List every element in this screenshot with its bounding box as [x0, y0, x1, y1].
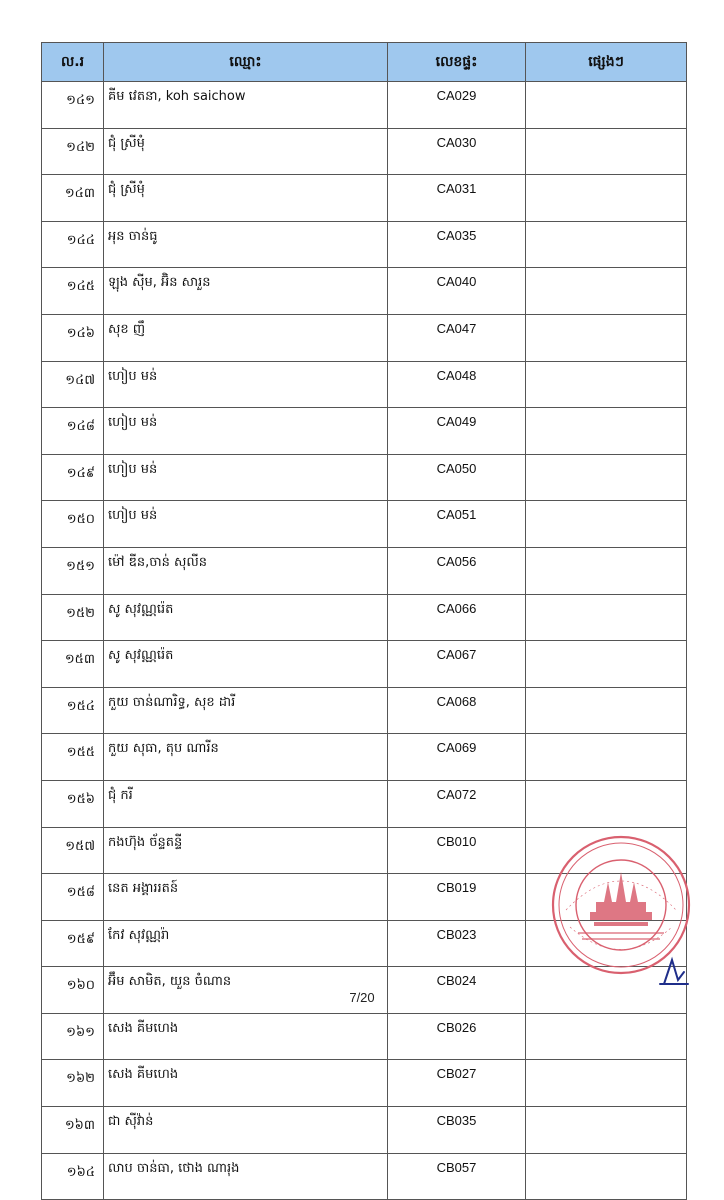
row-number: ១៥៥	[42, 734, 104, 781]
row-house-code: CA068	[388, 687, 526, 734]
table-row	[42, 1153, 687, 1200]
row-name: កួយ សុធា, តុប ណារីន	[104, 734, 388, 781]
row-other	[526, 361, 687, 408]
row-house-code: CA047	[388, 314, 526, 361]
row-house-code: CA029	[388, 82, 526, 129]
row-number: ១៤៤	[42, 221, 104, 268]
row-number: ១៦៤	[42, 1153, 104, 1200]
row-number: ១៥១	[42, 547, 104, 594]
row-name: ហៀប មន់	[104, 408, 388, 455]
row-number: ១៥០	[42, 501, 104, 548]
row-name: គីម វេតនា, koh saichow	[104, 82, 388, 129]
table-row	[42, 734, 687, 781]
row-other	[526, 641, 687, 688]
table-row	[42, 594, 687, 641]
row-house-code: CA031	[388, 175, 526, 222]
row-house-code: CA069	[388, 734, 526, 781]
row-other	[526, 128, 687, 175]
row-name: អុន ចាន់ធូ	[104, 221, 388, 268]
row-other	[526, 501, 687, 548]
register-table	[41, 42, 687, 1200]
table-row	[42, 82, 687, 129]
row-number: ១៥៦	[42, 780, 104, 827]
row-house-code: CA040	[388, 268, 526, 315]
table-row	[42, 641, 687, 688]
row-house-code: CA056	[388, 547, 526, 594]
table-row	[42, 361, 687, 408]
row-number: ១៤៦	[42, 314, 104, 361]
row-other	[526, 221, 687, 268]
row-name: ជុំ ករី	[104, 780, 388, 827]
row-number: ១៦២	[42, 1060, 104, 1107]
row-number: ១៥៨	[42, 874, 104, 921]
row-other	[526, 1013, 687, 1060]
row-other	[526, 1107, 687, 1154]
row-other	[526, 408, 687, 455]
row-house-code: CB027	[388, 1060, 526, 1107]
row-house-code: CA072	[388, 780, 526, 827]
page-number: 7/20	[349, 990, 375, 1005]
table-row	[42, 221, 687, 268]
row-other	[526, 82, 687, 129]
row-number: ១៥៩	[42, 920, 104, 967]
row-other	[526, 1153, 687, 1200]
row-house-code: CB010	[388, 827, 526, 874]
row-other	[526, 687, 687, 734]
row-house-code: CA051	[388, 501, 526, 548]
row-other	[526, 734, 687, 781]
row-other	[526, 780, 687, 827]
row-name: អ៊ឹម សាមិត, យួន ចំណាន	[104, 967, 388, 1014]
row-name: កែវ សុវណ្ណរ៉ា	[104, 920, 388, 967]
row-house-code: CA067	[388, 641, 526, 688]
row-name: នេត អង្គាររតន៍	[104, 874, 388, 921]
row-name: សេង គីមហេង	[104, 1013, 388, 1060]
row-number: ១៦៣	[42, 1107, 104, 1154]
row-name: សេង គីមហេង	[104, 1060, 388, 1107]
row-name: លាប ចាន់ធា, ថោង ណារុង	[104, 1153, 388, 1200]
row-other	[526, 268, 687, 315]
table-row	[42, 547, 687, 594]
row-number: ១៥២	[42, 594, 104, 641]
row-number: ១៦១	[42, 1013, 104, 1060]
signature-icon	[656, 950, 692, 990]
row-name: ជា ស៊ីវ៉ាន់	[104, 1107, 388, 1154]
row-other	[526, 314, 687, 361]
row-house-code: CA030	[388, 128, 526, 175]
row-house-code: CB023	[388, 920, 526, 967]
table-header-row	[42, 43, 687, 82]
row-other	[526, 594, 687, 641]
header-other: ផ្សេងៗ	[526, 43, 687, 82]
table-row	[42, 175, 687, 222]
row-house-code: CA066	[388, 594, 526, 641]
row-name: សូ សុវណ្ណរ៉េត	[104, 641, 388, 688]
row-other	[526, 454, 687, 501]
row-house-code: CB026	[388, 1013, 526, 1060]
table-row	[42, 268, 687, 315]
header-name: ឈ្មោះ	[104, 43, 388, 82]
row-number: ១៦០	[42, 967, 104, 1014]
row-other	[526, 175, 687, 222]
table-row	[42, 408, 687, 455]
row-name: សូ សុវណ្ណរ៉េត	[104, 594, 388, 641]
row-name: ហៀប មន់	[104, 361, 388, 408]
row-house-code: CB035	[388, 1107, 526, 1154]
table-row	[42, 501, 687, 548]
row-name: ជុំ ស្រីមុំ	[104, 175, 388, 222]
row-house-code: CA049	[388, 408, 526, 455]
table-row	[42, 454, 687, 501]
row-number: ១៤២	[42, 128, 104, 175]
row-name: ជុំ ស្រីមុំ	[104, 128, 388, 175]
row-name: កួយ ចាន់ណារិទ្ធ, សុខ ដារី	[104, 687, 388, 734]
row-number: ១៥៤	[42, 687, 104, 734]
table-row	[42, 128, 687, 175]
row-number: ១៤៥	[42, 268, 104, 315]
row-house-code: CB024	[388, 967, 526, 1014]
table-row	[42, 780, 687, 827]
row-number: ១៥៧	[42, 827, 104, 874]
row-number: ១៤៧	[42, 361, 104, 408]
row-other	[526, 547, 687, 594]
table-row	[42, 1013, 687, 1060]
row-house-code: CA035	[388, 221, 526, 268]
header-house-code: លេខផ្ទះ	[388, 43, 526, 82]
row-name: ម៉ៅ ឌីន,ចាន់ សុលីន	[104, 547, 388, 594]
header-no: ល.រ	[42, 43, 104, 82]
row-house-code: CB057	[388, 1153, 526, 1200]
row-other	[526, 1060, 687, 1107]
row-name: សុខ ញឹ	[104, 314, 388, 361]
table-row	[42, 687, 687, 734]
row-name: កងហ៊ុង ច័ន្ទតន្ទី	[104, 827, 388, 874]
row-house-code: CB019	[388, 874, 526, 921]
row-name: ហៀប មន់	[104, 454, 388, 501]
row-number: ១៤១	[42, 82, 104, 129]
row-number: ១៤៨	[42, 408, 104, 455]
table-row	[42, 1060, 687, 1107]
row-number: ១៤៣	[42, 175, 104, 222]
row-name: ឡុង ស៊ីម, អ៊ិន សារួន	[104, 268, 388, 315]
row-house-code: CA048	[388, 361, 526, 408]
row-number: ១៥៣	[42, 641, 104, 688]
table-row	[42, 1107, 687, 1154]
row-house-code: CA050	[388, 454, 526, 501]
table-row	[42, 314, 687, 361]
row-number: ១៤៩	[42, 454, 104, 501]
row-name: ហៀប មន់	[104, 501, 388, 548]
